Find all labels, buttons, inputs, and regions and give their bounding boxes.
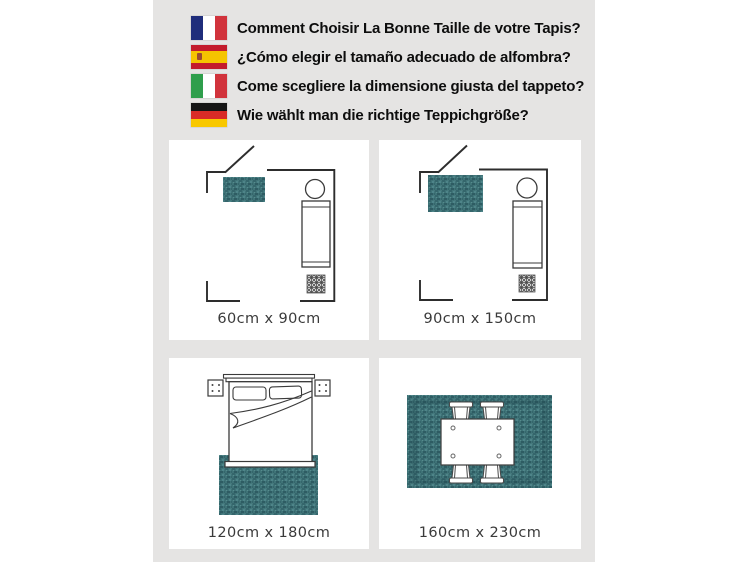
- size-label-90x150: 90cm x 150cm: [423, 311, 537, 327]
- header-text-spanish: ¿Cómo elegir el tamaño adecuado de alfombra?: [237, 48, 571, 66]
- chair-top-left: [450, 402, 473, 419]
- round-side-table: [517, 178, 537, 198]
- chair-top-right: [481, 402, 504, 419]
- dining-table: [441, 419, 514, 465]
- dining-table-top-view-diagram: [379, 358, 581, 549]
- round-side-table: [306, 180, 325, 199]
- panel-rug-60x90: [169, 140, 369, 340]
- size-label-160x230: 160cm x 230cm: [418, 525, 542, 541]
- door-swing-line: [225, 146, 254, 173]
- chair-bottom-left: [450, 465, 473, 483]
- bed-body: [229, 382, 312, 463]
- germany-flag-icon: [191, 103, 227, 127]
- chair-bottom-right: [481, 465, 504, 483]
- bedroom-floor-plan-medium: [379, 140, 581, 340]
- italy-flag-icon: [191, 74, 227, 98]
- size-label-60x90: 60cm x 90cm: [217, 311, 321, 327]
- potted-plant: [307, 275, 325, 293]
- nightstand-right: [315, 380, 330, 396]
- header-text-german: Wie wählt man die richtige Teppichgröße?: [237, 106, 529, 124]
- bed-side-plan: [302, 201, 330, 267]
- panel-rug-160x230: [379, 358, 581, 549]
- header-line-french: [191, 16, 584, 40]
- wall-bottom-left: [207, 281, 240, 301]
- pillow-left: [233, 387, 266, 400]
- rug-90x150-top-view: [428, 175, 483, 212]
- france-flag-icon: [191, 16, 227, 40]
- panel-rug-90x150: [379, 140, 581, 340]
- size-label-120x180: 120cm x 180cm: [207, 525, 331, 541]
- door-swing-line: [438, 146, 467, 173]
- header-line-german: [191, 103, 584, 127]
- nightstand-left: [208, 380, 223, 396]
- bed-side-plan: [513, 201, 542, 268]
- header-line-italian: [191, 74, 584, 98]
- bedroom-floor-plan-small: [169, 140, 369, 340]
- spain-coat-of-arms: [197, 53, 202, 60]
- header-line-spanish: [191, 45, 584, 69]
- headboard: [224, 375, 315, 382]
- rug-60x90-top-view: [223, 177, 265, 202]
- bed-top-view-diagram: [169, 358, 369, 549]
- spain-flag-icon: [191, 45, 227, 69]
- bed-foot-board: [225, 462, 315, 468]
- header-text-french: Comment Choisir La Bonne Taille de votre Tapis?: [237, 19, 581, 37]
- header-text-italian: Come scegliere la dimensione giusta del tappeto?: [237, 77, 585, 95]
- language-header: [191, 16, 584, 132]
- potted-plant: [519, 275, 535, 292]
- wall-bottom-left: [420, 280, 453, 300]
- panel-rug-120x180: [169, 358, 369, 549]
